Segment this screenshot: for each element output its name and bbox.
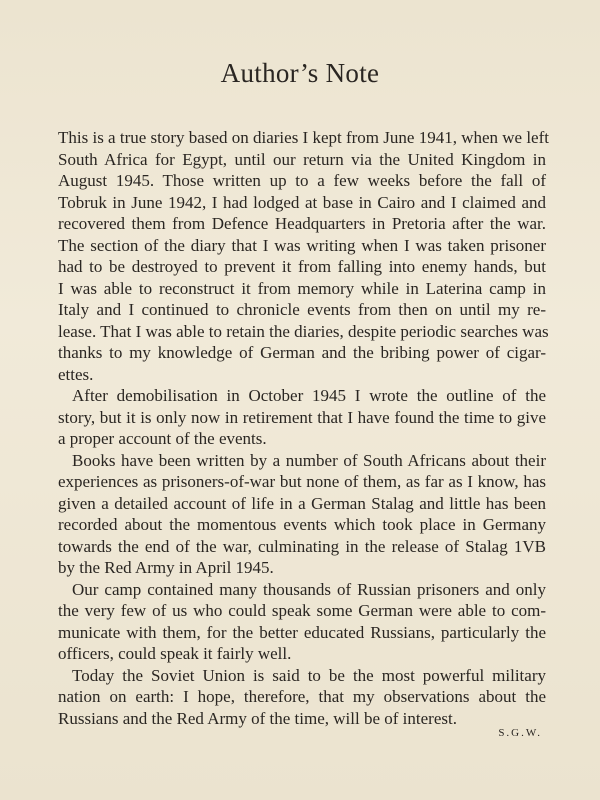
paragraph <box>58 450 546 579</box>
text-line: After demobilisation in October 1945 I wrote the outline of the <box>72 386 546 405</box>
text-line: Italy and I continued to chronicle events from then on until my re- <box>58 300 546 319</box>
paragraph <box>58 385 546 450</box>
text-line: Today the Soviet Union is said to be the most powerful military <box>72 665 546 685</box>
text-line: ettes. <box>58 364 94 384</box>
author-initials: S.G.W. <box>498 727 542 739</box>
text-line: nation on earth: I hope, therefore, that my observations about the <box>58 687 546 706</box>
text-line: Tobruk in June 1942, I had lodged at base in Cairo and I claimed and <box>58 192 546 212</box>
text-line: municate with them, for the better educated Russians, particularly the <box>58 622 546 642</box>
body-text <box>58 127 549 729</box>
text-line: experiences as prisoners-of-war but none of them, as far as I know, has <box>58 472 546 491</box>
text-line: by the Red Army in April 1945. <box>58 558 274 577</box>
text-line: The section of the diary that I was writing when I was taken prisoner <box>58 235 546 255</box>
text-line: recovered them from Defence Headquarters in Pretoria after the war. <box>58 214 546 233</box>
text-line: story, but it is only now in retirement that I have found the time to give <box>58 407 546 427</box>
text-line: lease. That I was able to retain the diaries, despite periodic searches was <box>58 321 549 341</box>
text-line: Russians and the Red Army of the time, will be of interest. <box>58 708 457 728</box>
text-line: officers, could speak it fairly well. <box>58 644 292 663</box>
text-line: Books have been written by a number of South Africans about their <box>72 450 546 470</box>
text-line: had to be destroyed to prevent it from falling into enemy hands, but <box>58 257 546 276</box>
text-line: a proper account of the events. <box>58 429 267 448</box>
text-line: This is a true story based on diaries I kept from June 1941, when we left <box>58 128 549 147</box>
text-line: I was able to reconstruct it from memory while in Laterina camp in <box>58 278 546 298</box>
text-line: recorded about the momentous events which took place in Germany <box>58 515 546 534</box>
text-line: towards the end of the war, culminating in the release of Stalag 1VB <box>58 536 546 556</box>
paragraph <box>58 127 549 385</box>
text-line: South Africa for Egypt, until our return via the United Kingdom in <box>58 149 546 169</box>
page-title: Author’s Note <box>220 58 380 88</box>
text-line: thanks to my knowledge of German and the bribing power of cigar- <box>58 343 546 362</box>
text-line: the very few of us who could speak some German were able to com- <box>58 601 546 620</box>
paragraph <box>58 579 546 665</box>
text-line: August 1945. Those written up to a few weeks before the fall of <box>58 171 546 190</box>
text-line: given a detailed account of life in a German Stalag and little has been <box>58 493 546 513</box>
text-line: Our camp contained many thousands of Russian prisoners and only <box>72 579 546 599</box>
paragraph <box>58 665 546 730</box>
